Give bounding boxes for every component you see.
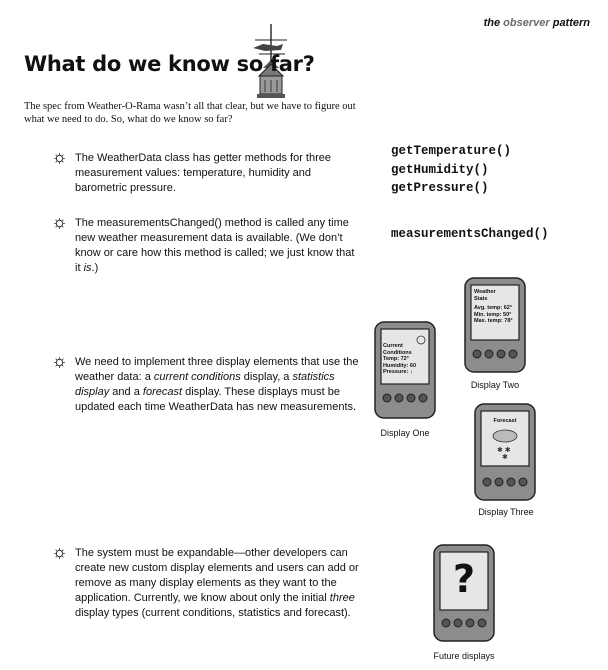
future-display-device <box>432 543 496 643</box>
sun-bullet-icon <box>54 218 65 229</box>
display-two-label: Display Two <box>470 380 520 390</box>
svg-text:✱ ✱: ✱ ✱ <box>497 447 511 454</box>
getter-methods <box>391 142 511 198</box>
display-two-device: Weather Stats Avg. temp: 62° Min. temp: 50° Max. temp: 78° <box>463 276 527 374</box>
sun-bullet-icon <box>54 548 65 559</box>
display-one-device: Current Conditions Temp: 72° Humidity: 60 Pressure: ↓ <box>373 320 437 420</box>
code-measurements-changed: measurementsChanged() <box>391 227 549 241</box>
display-three-label: Display Three <box>478 507 534 517</box>
intro-paragraph: The spec from Weather-O-Rama wasn’t all that clear, but we have to figure out what we need to do. So, what do we know so far? <box>24 101 356 125</box>
sun-bullet-icon <box>54 153 65 164</box>
bullet-text: The WeatherData class has getter methods for three measurement values: temperature, humidity and barometric pressure. <box>75 152 331 194</box>
page-title: What do we know so far? <box>24 52 315 76</box>
future-displays-label: Future displays <box>433 651 495 661</box>
code-get-humidity: getHumidity() <box>391 162 489 177</box>
header-accent: observer <box>503 17 550 29</box>
sun-bullet-icon <box>54 357 65 368</box>
display-three-device: ✱ ✱ ✱ Forecast <box>473 402 537 502</box>
display-one-label: Display One <box>380 428 430 438</box>
code-get-pressure: getPressure() <box>391 181 489 195</box>
page-header-tag: the observer pattern <box>483 17 590 29</box>
question-mark: ? <box>452 557 476 601</box>
bullet-text: The measurementsChanged() method is called any time new weather measurement data is available. (We don’t know or care how this method is called; we just know that it is.) <box>75 217 355 274</box>
bullet-text: We need to implement three display elements that use the weather data: a current conditions display, a statistics display and a forecast display. These displays must be updated each time WeatherData has new measurements. <box>75 356 359 413</box>
svg-text:✱: ✱ <box>502 454 508 461</box>
code-get-temperature: getTemperature() <box>391 144 512 158</box>
device-body-icon <box>473 402 537 502</box>
bullet-text: The system must be expandable—other developers can create new custom display elements and users can add or remove as many display elements as they want to the application. Currently, we know about only the initial three display types (current conditions, statistics and forecast). <box>75 547 359 619</box>
